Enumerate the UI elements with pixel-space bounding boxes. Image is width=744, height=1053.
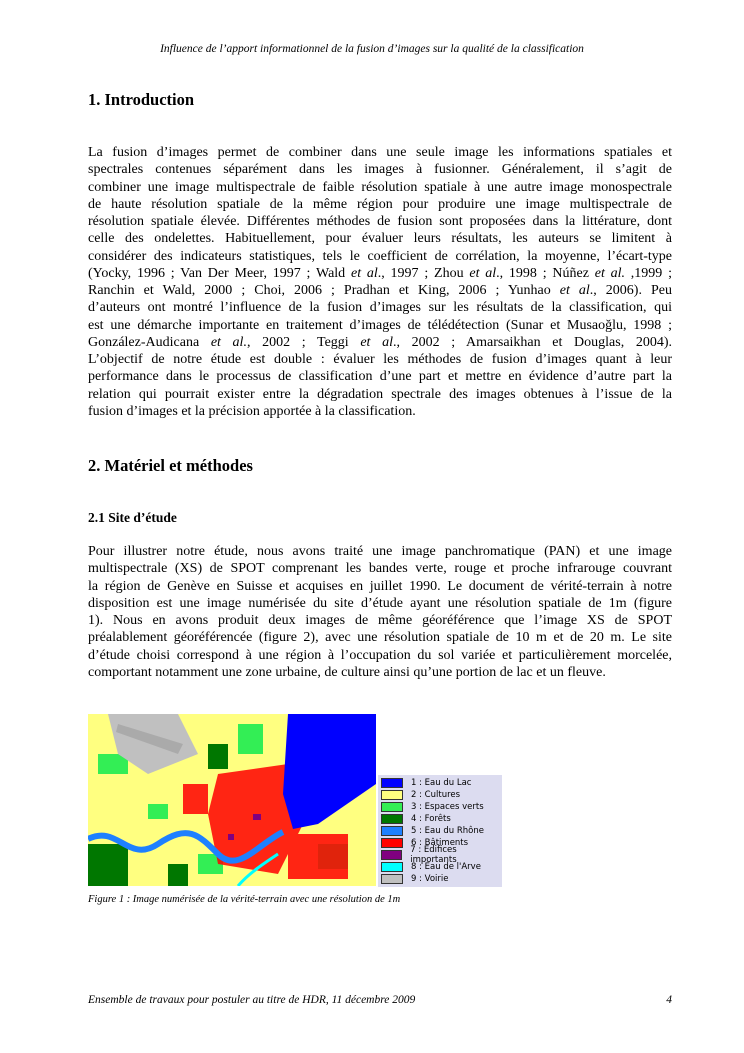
- legend-label: 5 : Eau du Rhône: [411, 826, 484, 836]
- introduction-paragraph: [88, 144, 672, 420]
- figure-caption: Figure 1 : Image numérisée de la vérité-terrain avec une résolution de 1m: [88, 894, 401, 905]
- text-line: [88, 144, 672, 161]
- legend-swatch: [381, 790, 403, 800]
- footer-text: Ensemble de travaux pour postuler au titre de HDR, 11 décembre 2009: [88, 994, 416, 1006]
- running-header: Influence de l’apport informationnel de la fusion d’images sur la qualité de la classification: [160, 43, 584, 55]
- text-line: [88, 612, 672, 629]
- legend-label: 8 : Eau de l'Arve: [411, 862, 481, 872]
- site-paragraph: [88, 543, 672, 681]
- text-segment: multispectrale (XS) de SPOT comprenant les bandes verte, rouge et proche infrarouge couvrant: [88, 561, 672, 577]
- text-segment: celle des ondelettes. Habituellement, pour évaluer leurs résultats, les auteurs se limitent à: [88, 231, 672, 247]
- italic-citation-text: et al: [469, 265, 497, 281]
- text-line: [88, 179, 672, 196]
- text-line: [88, 334, 672, 351]
- legend-swatch: [381, 778, 403, 788]
- text-segment: d’auteurs ont montré l’influence de la fusion d’images sur les résultats de la classification, qui: [88, 300, 672, 316]
- text-line: [88, 629, 672, 646]
- text-segment: L’objectif de notre étude est double : évaluer les méthodes de fusion d’images quant à leur: [88, 352, 672, 367]
- text-line: [88, 368, 672, 385]
- text-segment: est une démarche importante en traitement d’images de télédétection (Sunar et Musaoğlu, 1998 ;: [88, 317, 672, 333]
- text-segment: ., 2006). Peu: [589, 283, 672, 298]
- legend-item: [381, 813, 502, 825]
- text-segment: disposition est une image numérisée du site d’étude ayant une résolution spatiale de 1m (figure: [88, 595, 672, 611]
- legend-label: 1 : Eau du Lac: [411, 778, 472, 788]
- text-line: [88, 265, 672, 282]
- text-line: [88, 161, 672, 178]
- italic-citation-text: et al.: [594, 265, 626, 281]
- subsection-heading-site: 2.1 Site d’étude: [88, 510, 177, 525]
- italic-citation-text: et al.: [210, 334, 247, 350]
- legend-label: 7 : Edifices importants: [410, 845, 457, 865]
- text-segment: comportant notamment une zone urbaine, de culture ainsi qu’une portion de lac et un fleuve.: [88, 664, 606, 680]
- text-segment: ,1999 ;: [625, 265, 672, 281]
- text-segment: préalablement géoréférencée (figure 2), avec une résolution spatiale de 10 m et de 20 m. Le site: [88, 630, 672, 646]
- legend-swatch: [381, 802, 403, 812]
- legend-item: [381, 873, 502, 885]
- section-heading-materiel: 2. Matériel et méthodes: [88, 456, 253, 475]
- text-segment: fusion d’images et la précision apportée à la classification.: [88, 403, 416, 419]
- text-line: [88, 248, 672, 265]
- text-line: [88, 282, 672, 299]
- page-footer: [88, 994, 672, 1006]
- map-legend: [378, 775, 502, 887]
- legend-swatch: [381, 838, 403, 848]
- text-segment: d’étude choisi correspond à une région à l’occupation du sol variée et particulièrement morcelée,: [88, 647, 672, 663]
- text-line: [88, 543, 672, 560]
- text-segment: la région de Genève en Suisse et acquises en juillet 1990. Le document de vérité-terrain à notre: [88, 578, 672, 594]
- legend-label: 9 : Voirie: [411, 874, 449, 884]
- text-line: [88, 595, 672, 612]
- legend-swatch: [381, 874, 403, 884]
- text-segment: González-Audicana: [88, 334, 211, 350]
- legend-item: [381, 789, 502, 801]
- legend-swatch: [381, 814, 403, 824]
- text-segment: relation qui pourrait exister entre la dégradation spectrale des images obtenues à l’issue de la: [88, 386, 672, 402]
- text-line: [88, 578, 672, 595]
- legend-item: [381, 845, 502, 865]
- ground-truth-map-image: [88, 714, 376, 886]
- legend-swatch: [381, 826, 403, 836]
- italic-citation-text: et al: [559, 283, 590, 298]
- legend-label: 4 : Forêts: [411, 814, 451, 824]
- text-line: [88, 213, 672, 230]
- text-line: [88, 196, 672, 213]
- text-line: [88, 403, 672, 420]
- text-line: [88, 647, 672, 664]
- text-segment: combiner une image multispectrale de faible résolution spatiale à une autre image monospectrale: [88, 179, 672, 195]
- text-segment: considérer des indicateurs statistiques, tels le coefficient de corrélation, la moyenne, l’écart-type: [88, 248, 672, 264]
- text-line: [88, 386, 672, 403]
- text-line: [88, 230, 672, 247]
- text-segment: de haute résolution spatiale de la même région pour produire une image multispectrale de: [88, 196, 672, 212]
- text-segment: ., 2002 ; Amarsaikhan et Douglas, 2004).: [392, 334, 672, 350]
- text-segment: 1). Nous en avons produit deux images de même géoréférence que l’image XS de SPOT: [88, 613, 672, 628]
- text-segment: ., 1997 ; Zhou: [377, 265, 470, 281]
- text-segment: Pour illustrer notre étude, nous avons traité une image panchromatique (PAN) et une image: [88, 544, 672, 559]
- text-segment: résolution spatiale élevée. Différentes méthodes de fusion sont proposées dans la littérature, dont: [88, 214, 672, 229]
- text-line: [88, 560, 672, 577]
- italic-citation-text: et al: [350, 265, 378, 281]
- page-number: 4: [666, 994, 672, 1006]
- legend-item: [381, 801, 502, 813]
- legend-item: [381, 825, 502, 837]
- text-segment: , 2002 ; Teggi: [246, 334, 361, 350]
- text-segment: spectrales contenues séparément dans les images à fusionner. Généralement, il s’agit de: [88, 162, 672, 178]
- text-line: [88, 664, 672, 681]
- legend-item: [381, 777, 502, 789]
- text-segment: Ranchin et Wald, 2000 ; Choi, 2006 ; Pradhan et King, 2006 ; Yunhao: [88, 283, 560, 298]
- text-segment: performance dans le processus de classification d’une part et mettre en évidence d’autre part la: [88, 369, 672, 385]
- text-segment: ., 1998 ; Núñez: [496, 265, 595, 281]
- text-line: [88, 299, 672, 316]
- text-line: [88, 351, 672, 368]
- text-line: [88, 317, 672, 334]
- italic-citation-text: et al: [360, 334, 393, 350]
- section-heading-introduction: 1. Introduction: [88, 90, 195, 109]
- text-segment: La fusion d’images permet de combiner dans une seule image les informations spatiales et: [88, 145, 672, 160]
- legend-label: 2 : Cultures: [411, 790, 461, 800]
- text-segment: (Yocky, 1996 ; Van Der Meer, 1997 ; Wald: [88, 265, 351, 281]
- legend-swatch: [381, 862, 403, 872]
- legend-swatch: [381, 850, 402, 860]
- legend-label: 3 : Espaces verts: [411, 802, 484, 812]
- legend-label: 6 : Bâtiments: [411, 838, 469, 848]
